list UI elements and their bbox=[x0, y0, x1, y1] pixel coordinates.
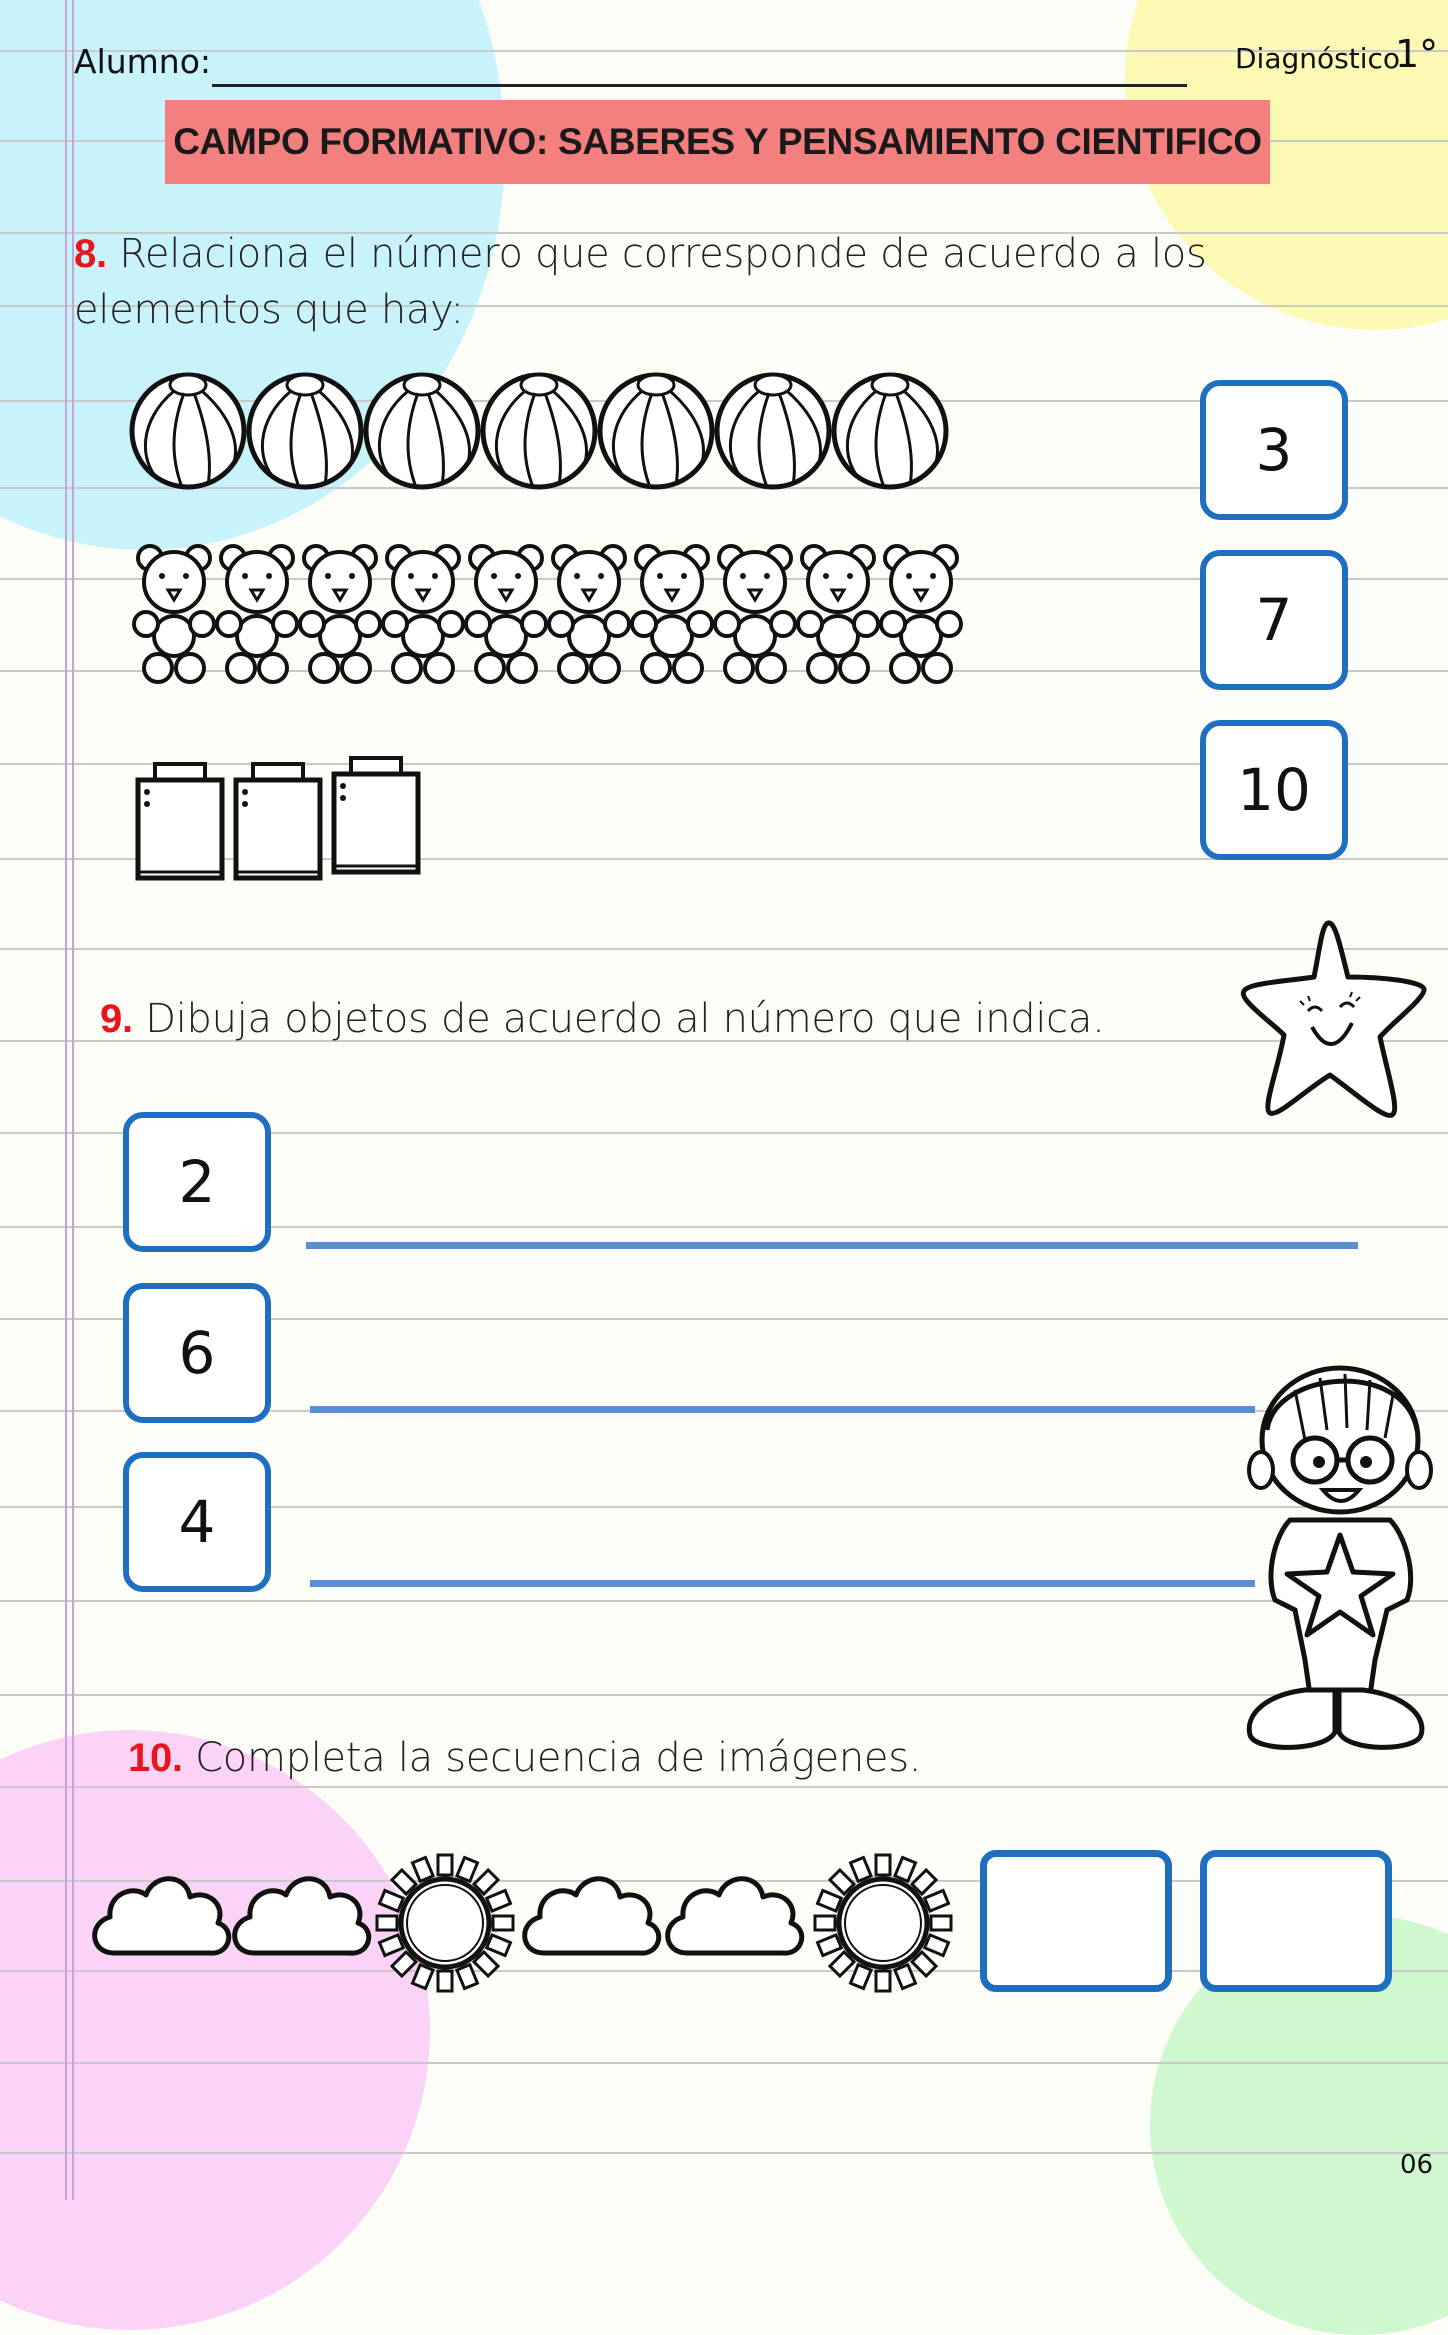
teddy-bear-icon bbox=[134, 546, 214, 682]
teddy-bear-icon bbox=[798, 546, 878, 682]
teddy-bear-icon bbox=[300, 546, 380, 682]
sequence-answer-box[interactable] bbox=[980, 1850, 1172, 1992]
answer-box-3[interactable]: 3 bbox=[1200, 380, 1348, 520]
question-8 bbox=[74, 226, 1334, 338]
beach-ball-icon bbox=[366, 375, 478, 487]
beach-ball-icon bbox=[132, 375, 244, 487]
cloud-icon bbox=[95, 1879, 229, 1953]
beach-ball-icon bbox=[717, 375, 829, 487]
ruled-line bbox=[0, 1786, 1448, 1788]
answer-line[interactable] bbox=[306, 1242, 1358, 1249]
grade-label: 1° bbox=[1395, 32, 1439, 76]
beach-ball-icon bbox=[249, 375, 361, 487]
ruled-line bbox=[0, 948, 1448, 950]
jar-icon bbox=[138, 764, 222, 878]
answer-box-10[interactable]: 10 bbox=[1200, 720, 1348, 860]
question-9-number: 9. bbox=[100, 997, 133, 1041]
beach-balls-row bbox=[130, 365, 970, 505]
cloud-icon bbox=[235, 1879, 369, 1953]
beach-ball-icon bbox=[600, 375, 712, 487]
jar-icon bbox=[334, 758, 418, 872]
question-9-text: Dibuja objetos de acuerdo al número que indica. bbox=[145, 996, 1105, 1042]
ruled-line bbox=[0, 1600, 1448, 1602]
teddy-bear-icon bbox=[632, 546, 712, 682]
diagnostico-label: Diagnóstico bbox=[1235, 42, 1401, 75]
alumno-label: Alumno: bbox=[74, 42, 212, 81]
question-9 bbox=[100, 996, 1105, 1042]
teddy-bear-icon bbox=[881, 546, 961, 682]
ruled-line bbox=[0, 2152, 1448, 2154]
draw-box-6[interactable]: 6 bbox=[123, 1283, 271, 1423]
sequence-answer-box[interactable] bbox=[1200, 1850, 1392, 1992]
teddy-bear-icon bbox=[715, 546, 795, 682]
teddy-bear-icon bbox=[383, 546, 463, 682]
sun-icon bbox=[377, 1855, 513, 1991]
beach-ball-icon bbox=[483, 375, 595, 487]
question-10-number: 10. bbox=[128, 1736, 183, 1780]
jars-row bbox=[135, 760, 435, 885]
cloud-icon bbox=[668, 1879, 802, 1953]
teddy-bear-icon bbox=[217, 546, 297, 682]
sun-icon bbox=[815, 1855, 951, 1991]
answer-line[interactable] bbox=[310, 1580, 1255, 1587]
name-line[interactable] bbox=[212, 84, 1187, 87]
banner-title: CAMPO FORMATIVO: SABERES Y PENSAMIENTO CIENTIFICO bbox=[173, 121, 1262, 162]
question-8-text: Relaciona el número que corresponde de acuerdo a los elementos que hay: bbox=[74, 231, 1207, 333]
teddy-bear-icon bbox=[549, 546, 629, 682]
banner bbox=[165, 100, 1270, 184]
cloud-icon bbox=[525, 1879, 659, 1953]
draw-box-2[interactable]: 2 bbox=[123, 1112, 271, 1252]
answer-line[interactable] bbox=[310, 1406, 1255, 1413]
question-10 bbox=[128, 1735, 921, 1781]
jar-icon bbox=[236, 764, 320, 878]
question-10-text: Completa la secuencia de imágenes. bbox=[195, 1735, 922, 1781]
ruled-line bbox=[0, 1694, 1448, 1696]
ruled-line bbox=[0, 50, 1448, 52]
page-number: 06 bbox=[1400, 2150, 1434, 2180]
ruled-line bbox=[0, 2062, 1448, 2064]
beach-ball-icon bbox=[834, 375, 946, 487]
draw-box-4[interactable]: 4 bbox=[123, 1452, 271, 1592]
teddy-bears-row bbox=[130, 540, 990, 690]
teddy-bear-icon bbox=[466, 546, 546, 682]
smiling-star-icon bbox=[1240, 915, 1430, 1125]
answer-box-7[interactable]: 7 bbox=[1200, 550, 1348, 690]
margin-line bbox=[65, 0, 67, 2200]
question-8-number: 8. bbox=[74, 232, 107, 276]
sequence-row bbox=[100, 1845, 960, 1995]
boy-with-star-icon bbox=[1235, 1360, 1435, 1755]
